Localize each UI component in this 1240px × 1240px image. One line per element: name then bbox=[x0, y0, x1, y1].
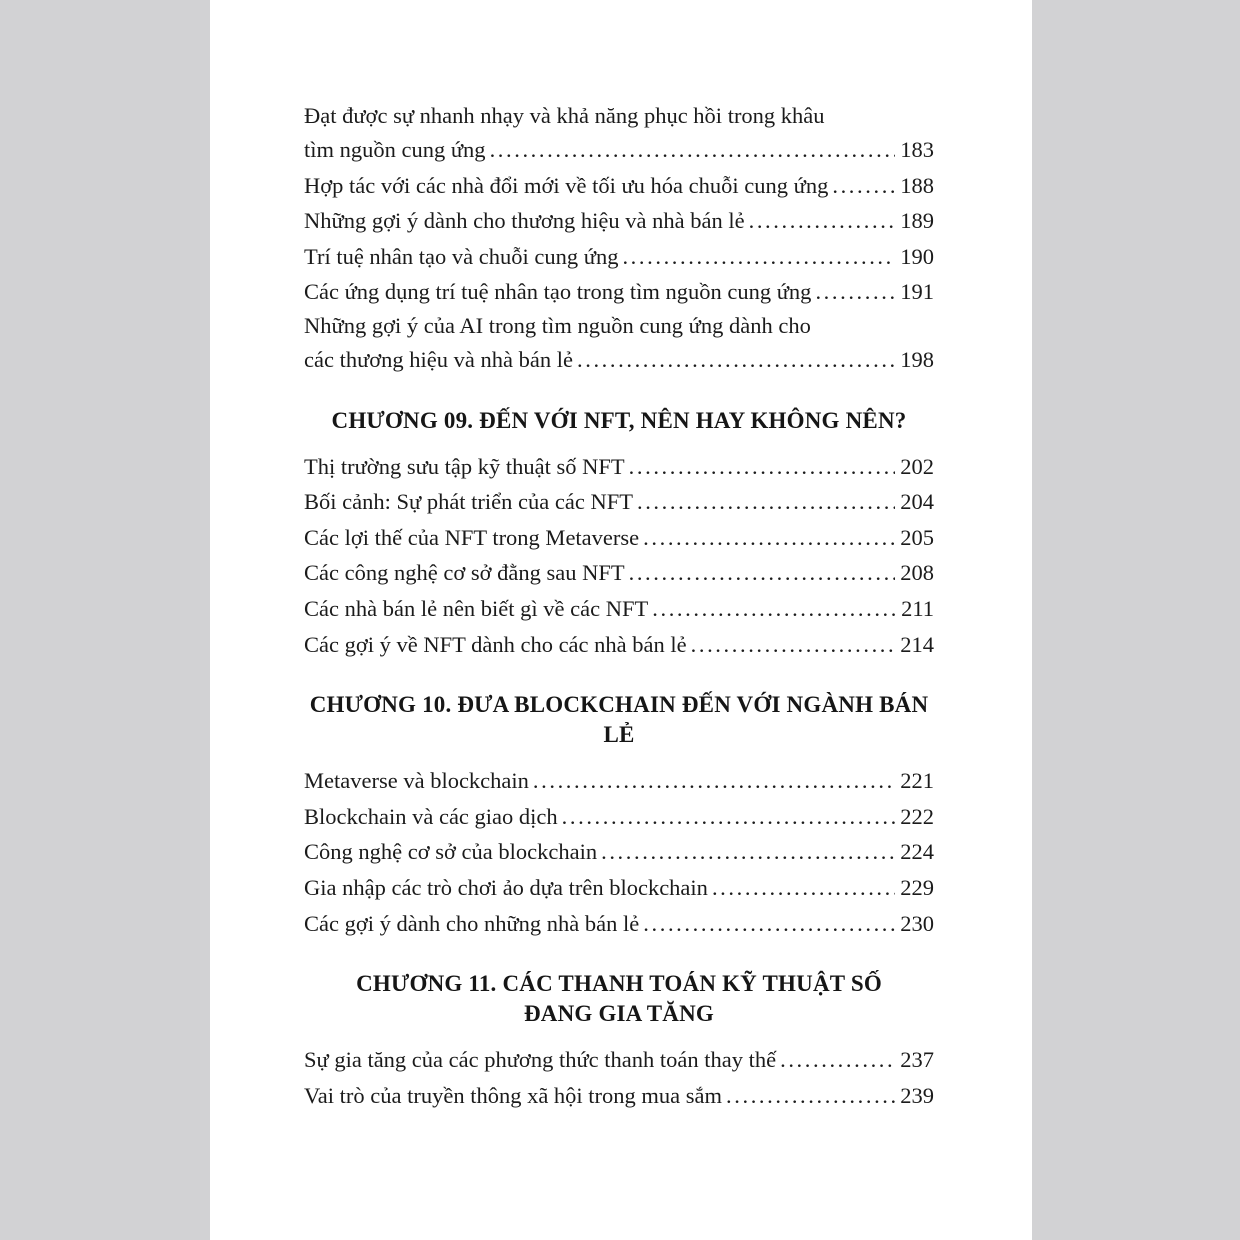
toc-entry-row bbox=[304, 1078, 934, 1114]
left-margin-background bbox=[0, 0, 210, 1240]
toc-entry-row bbox=[304, 1042, 934, 1078]
toc-entry-text: Thị trường sưu tập kỹ thuật số NFT bbox=[304, 453, 625, 479]
toc-entry bbox=[304, 520, 934, 556]
toc-page-number: 211 bbox=[901, 595, 934, 621]
dot-leader bbox=[633, 484, 895, 520]
dot-leader bbox=[639, 520, 895, 556]
toc-entry bbox=[304, 203, 934, 239]
dot-leader bbox=[687, 627, 896, 663]
toc-entry-row bbox=[304, 203, 934, 239]
dot-leader bbox=[776, 1042, 895, 1078]
toc-page-number: 188 bbox=[900, 172, 934, 198]
dot-leader bbox=[745, 203, 896, 239]
dot-leader bbox=[722, 1078, 895, 1114]
toc-entry bbox=[304, 484, 934, 520]
toc-entry-text: Hợp tác với các nhà đổi mới về tối ưu hóa chuỗi cung ứng bbox=[304, 172, 829, 198]
toc-page-number: 237 bbox=[900, 1047, 934, 1073]
dot-leader bbox=[573, 342, 895, 378]
toc-entry-text: tìm nguồn cung ứng bbox=[304, 137, 486, 162]
dot-leader bbox=[648, 591, 896, 627]
toc-entry-row bbox=[304, 132, 934, 168]
toc-entry-text: Metaverse và blockchain bbox=[304, 768, 529, 794]
toc-entry bbox=[304, 906, 934, 942]
chapter-heading bbox=[304, 969, 934, 1029]
toc-entry bbox=[304, 1042, 934, 1078]
toc-entry bbox=[304, 591, 934, 627]
chapter-heading-line: CHƯƠNG 10. ĐƯA BLOCKCHAIN ĐẾN VỚI NGÀNH BÁN LẺ bbox=[309, 692, 929, 748]
toc-entry bbox=[304, 799, 934, 835]
toc-entry-row bbox=[304, 834, 934, 870]
toc-entry bbox=[304, 763, 934, 799]
toc-section bbox=[304, 690, 934, 941]
toc-page-number: 230 bbox=[900, 910, 934, 936]
toc-entry-row bbox=[304, 591, 934, 627]
chapter-heading-line: CHƯƠNG 11. CÁC THANH TOÁN KỸ THUẬT SỐ bbox=[356, 971, 882, 997]
toc-entry-row bbox=[304, 239, 934, 275]
toc-entry bbox=[304, 168, 934, 204]
dot-leader bbox=[708, 870, 895, 906]
dot-leader bbox=[597, 834, 895, 870]
toc-page-number: 208 bbox=[900, 560, 934, 586]
toc-page-number: 205 bbox=[900, 524, 934, 550]
toc-entry-text: Sự gia tăng của các phương thức thanh toán thay thế bbox=[304, 1047, 777, 1073]
toc-entry bbox=[304, 1078, 934, 1114]
toc-entry-text: Những gợi ý dành cho thương hiệu và nhà bán lẻ bbox=[304, 208, 745, 234]
dot-leader bbox=[529, 763, 895, 799]
toc-entry-text: Các gợi ý dành cho những nhà bán lẻ bbox=[304, 910, 640, 936]
toc-page-number: 222 bbox=[900, 803, 934, 829]
toc-page-number: 214 bbox=[900, 631, 934, 657]
toc-entry-row bbox=[304, 627, 934, 663]
chapter-heading bbox=[304, 406, 934, 436]
toc-page-number: 204 bbox=[900, 489, 934, 515]
toc-page-number: 189 bbox=[900, 208, 934, 234]
chapter-heading bbox=[304, 690, 934, 750]
chapter-heading-line: ĐANG GIA TĂNG bbox=[523, 1001, 715, 1027]
toc-entry bbox=[304, 274, 934, 310]
toc-page-number: 202 bbox=[900, 453, 934, 479]
toc-page-number: 229 bbox=[900, 874, 934, 900]
toc-entry-text-line: Đạt được sự nhanh nhạy và khả năng phục hồi trong khâu bbox=[304, 103, 825, 128]
toc-page-number: 191 bbox=[900, 279, 934, 305]
toc-entry-text: Các gợi ý về NFT dành cho các nhà bán lẻ bbox=[304, 631, 687, 657]
toc-entry-text: Các lợi thế của NFT trong Metaverse bbox=[304, 524, 640, 550]
dot-leader bbox=[625, 449, 896, 485]
dot-leader bbox=[639, 906, 895, 942]
toc-entry-row bbox=[304, 906, 934, 942]
toc-page-number: 198 bbox=[900, 346, 934, 372]
toc-entry-text: Trí tuệ nhân tạo và chuỗi cung ứng bbox=[304, 243, 619, 269]
toc-entry-row bbox=[304, 484, 934, 520]
toc-section bbox=[304, 406, 934, 663]
toc-entry-text: Các ứng dụng trí tuệ nhân tạo trong tìm nguồn cung ứng bbox=[304, 279, 812, 305]
book-page bbox=[210, 0, 1032, 1240]
right-margin-background bbox=[1032, 0, 1240, 1240]
toc-page-number: 183 bbox=[900, 137, 934, 162]
toc-entry-row bbox=[304, 449, 934, 485]
toc-entry-row bbox=[304, 799, 934, 835]
toc-entry-text: các thương hiệu và nhà bán lẻ bbox=[304, 346, 573, 372]
toc-page-number: 221 bbox=[900, 768, 934, 794]
dot-leader bbox=[618, 239, 895, 275]
toc-entry bbox=[304, 310, 934, 378]
toc-entry bbox=[304, 100, 934, 168]
toc-entry-text: Vai trò của truyền thông xã hội trong mua sắm bbox=[304, 1082, 723, 1108]
toc-entry bbox=[304, 449, 934, 485]
dot-leader bbox=[558, 799, 896, 835]
toc-entry bbox=[304, 870, 934, 906]
chapter-heading-line: CHƯƠNG 09. ĐẾN VỚI NFT, NÊN HAY KHÔNG NÊN? bbox=[331, 407, 907, 433]
toc-entry-row bbox=[304, 168, 934, 204]
toc-entry-text: Blockchain và các giao dịch bbox=[304, 803, 558, 829]
toc-entry bbox=[304, 239, 934, 275]
toc-entry-text-line: Những gợi ý của AI trong tìm nguồn cung ứng dành cho bbox=[304, 312, 811, 338]
dot-leader bbox=[828, 168, 895, 204]
toc-entry-text: Công nghệ cơ sở của blockchain bbox=[304, 839, 598, 865]
toc-entry-row bbox=[304, 520, 934, 556]
toc-entry-row bbox=[304, 763, 934, 799]
toc-page-number: 224 bbox=[900, 839, 934, 865]
toc-sections bbox=[210, 0, 1032, 1113]
toc-page-number: 190 bbox=[900, 243, 934, 269]
dot-leader bbox=[486, 132, 896, 168]
toc-entry-text: Gia nhập các trò chơi ảo dựa trên blockchain bbox=[304, 874, 708, 900]
toc-entry-row bbox=[304, 274, 934, 310]
toc-entry-text: Các công nghệ cơ sở đằng sau NFT bbox=[304, 560, 625, 586]
toc-entry-row bbox=[304, 555, 934, 591]
toc-entry-row bbox=[304, 870, 934, 906]
dot-leader bbox=[811, 274, 895, 310]
toc-entry-row bbox=[304, 342, 934, 378]
toc-section bbox=[304, 100, 934, 378]
toc-entry bbox=[304, 555, 934, 591]
toc-page-number: 239 bbox=[900, 1082, 934, 1108]
dot-leader bbox=[625, 555, 896, 591]
toc-entry bbox=[304, 627, 934, 663]
toc-section bbox=[304, 969, 934, 1113]
toc-entry-text: Các nhà bán lẻ nên biết gì về các NFT bbox=[304, 595, 649, 621]
toc-entry bbox=[304, 834, 934, 870]
toc-entry-text: Bối cảnh: Sự phát triển của các NFT bbox=[304, 489, 633, 515]
